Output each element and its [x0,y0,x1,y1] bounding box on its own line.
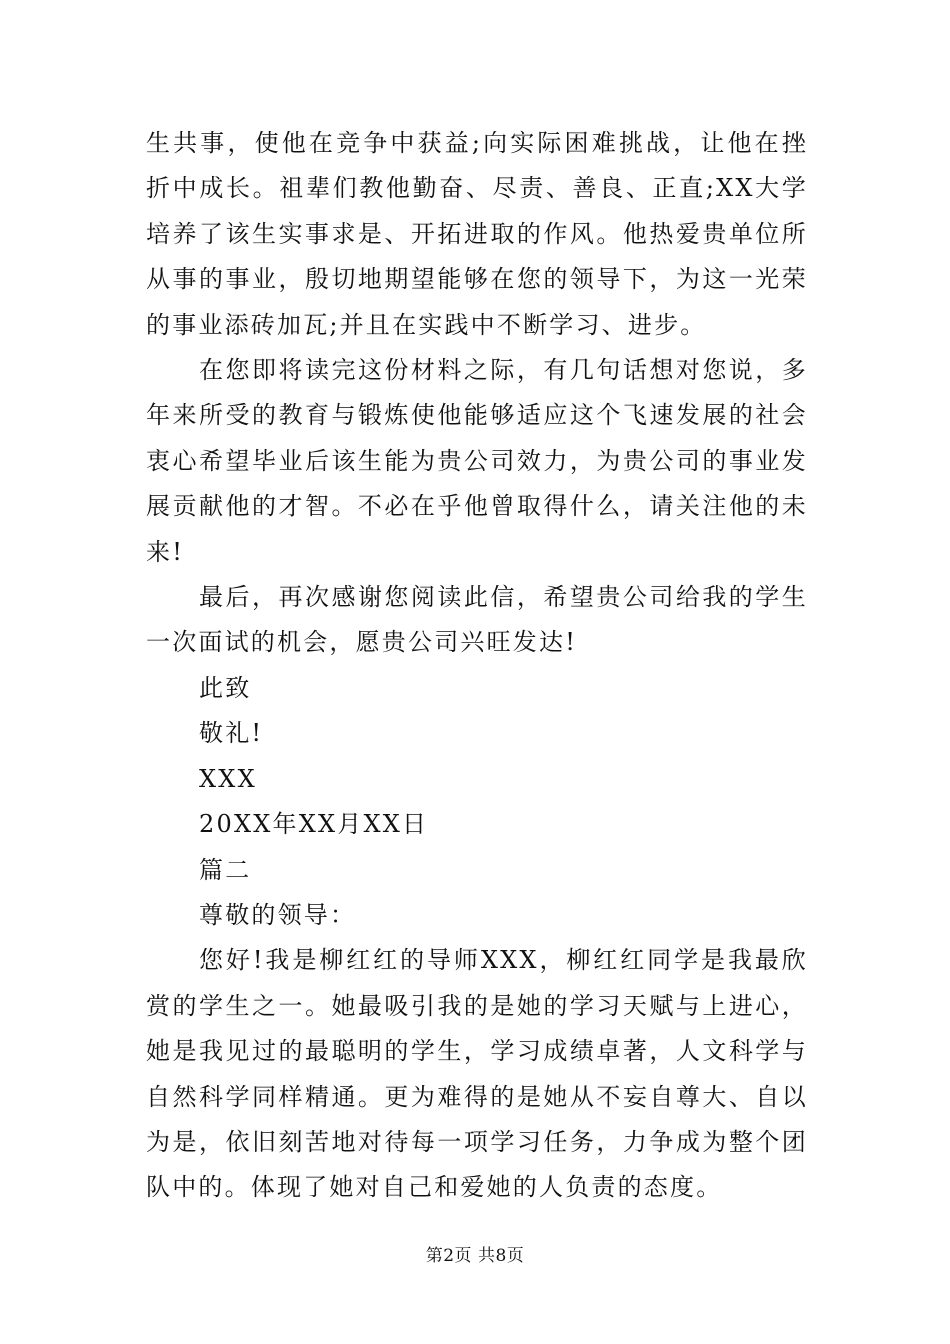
signature-line: XXX [199,764,257,793]
greeting-line: 尊敬的领导： [199,900,357,929]
closing-line: 此致 [199,673,252,702]
paragraph-closing-remarks: 在您即将读完这份材料之际，有几句话想对您说，多年来所受的教育与锻炼使他能够适应这个飞速发展的社会衷心希望毕业后该生能为贵公司效力，为贵公司的事业发展贡献他的才智。不必在乎他曾取得什么，请关注他的未来! [146,356,808,566]
letter-body [146,121,808,1211]
paragraph-recommendation: 您好!我是柳红红的导师XXX，柳红红同学是我最欣赏的学生之一。她最吸引我的是她的学习天赋与上进心，她是我见过的最聪明的学生，学习成绩卓著，人文科学与自然科学同样精通。更为难得的是她从不妄自尊大、自以为是，依旧刻苦地对待每一项学习任务，力争成为整个团队中的。体现了她对自己和爱她的人负责的态度。 [146,946,808,1202]
salute-line: 敬礼! [199,719,264,748]
paragraph-thanks: 最后，再次感谢您阅读此信，希望贵公司给我的学生一次面试的机会，愿贵公司兴旺发达! [146,583,808,657]
paragraph-continued: 生共事，使他在竞争中获益;向实际困难挑战，让他在挫折中成长。祖辈们教他勤奋、尽责、善良、正直;XX大学培养了该生实事求是、开拓进取的作风。他热爱贵单位所从事的事业，殷切地期望能够在您的领导下，为这一光荣的事业添砖加瓦;并且在实践中不断学习、进步。 [146,129,808,339]
section-heading: 篇二 [199,855,252,884]
page-number-footer: 第2页 共8页 [425,1246,525,1266]
date-line: 20XX年XX月XX日 [199,810,429,839]
